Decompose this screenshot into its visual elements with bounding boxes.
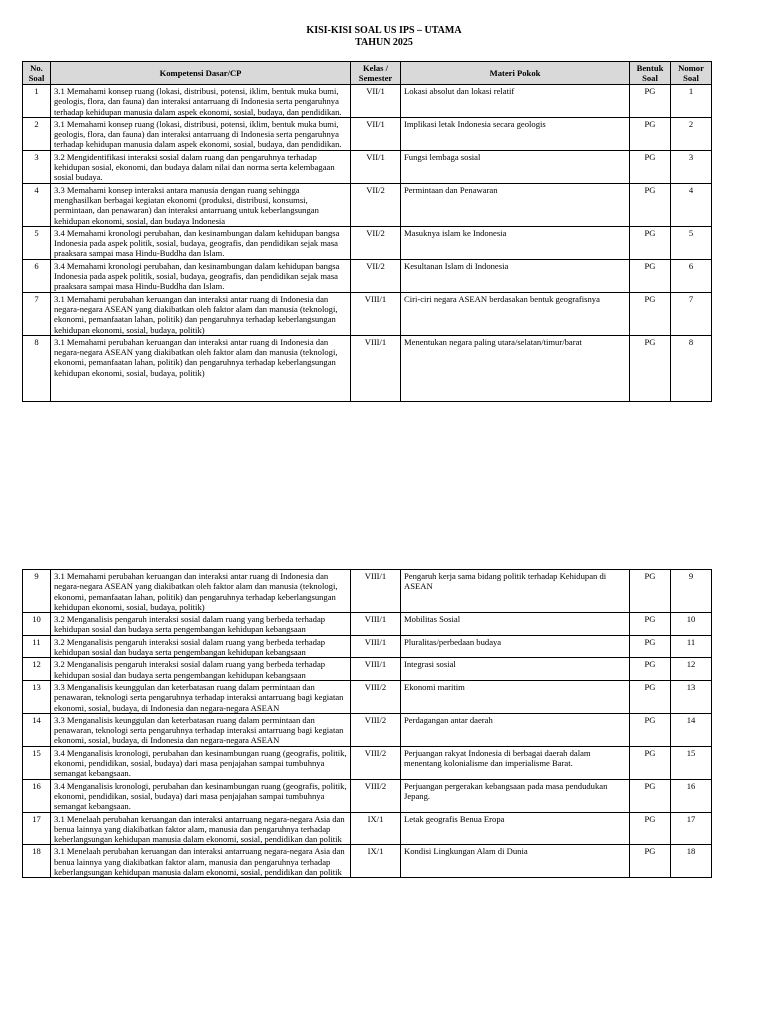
row-nomor-soal: 11 [671,635,712,658]
row-no-soal: 12 [23,658,51,681]
kisi-kisi-table-page-2 [22,569,712,878]
table-row [23,259,712,292]
row-no-soal: 4 [23,183,51,226]
row-no-soal: 3 [23,150,51,183]
row-no-soal: 14 [23,713,51,746]
row-nomor-soal: 12 [671,658,712,681]
table-row [23,292,712,335]
row-bentuk-soal: PG [630,226,671,259]
row-no-soal: 9 [23,570,51,613]
row-kompetensi-dasar: 3.2 Menganalisis pengaruh interaksi sosial dalam ruang yang berbeda terhadap kehidupan sosial dan budaya serta pengembangan kehidupan kebangsaan [51,613,351,636]
row-bentuk-soal: PG [630,292,671,335]
row-kompetensi-dasar: 3.1 Menelaah perubahan keruangan dan interaksi antarruang negara-negara Asia dan benua lainnya yang diakibatkan faktor alam, manusia dan pengaruhnya terhadap keberlangsungan kehidupan manusia dalam ekonomi, sosial, pendidikan dan politik [51,845,351,878]
row-no-soal: 11 [23,635,51,658]
row-bentuk-soal: PG [630,150,671,183]
header-materi-pokok: Materi Pokok [401,62,630,85]
row-no-soal: 7 [23,292,51,335]
row-materi-pokok: Ekonomi maritim [401,680,630,713]
row-bentuk-soal: PG [630,658,671,681]
row-bentuk-soal: PG [630,845,671,878]
row-materi-pokok: Perjuangan pergerakan kebangsaan pada masa pendudukan Jepang. [401,779,630,812]
row-kelas-semester: VII/2 [351,259,401,292]
row-no-soal: 13 [23,680,51,713]
table-row [23,117,712,150]
row-kelas-semester: VIII/1 [351,635,401,658]
row-materi-pokok: Fungsi lembaga sosial [401,150,630,183]
row-kelas-semester: VIII/1 [351,613,401,636]
row-bentuk-soal: PG [630,680,671,713]
row-kompetensi-dasar: 3.1 Menelaah perubahan keruangan dan interaksi antarruang negara-negara Asia dan benua lainnya yang diakibatkan faktor alam, manusia dan pengaruhnya terhadap keberlangsungan kehidupan manusia dalam ekonomi, sosial, pendidikan dan politik [51,812,351,845]
row-nomor-soal: 16 [671,779,712,812]
row-materi-pokok: Letak geografis Benua Eropa [401,812,630,845]
row-materi-pokok: Kondisi Lingkungan Alam di Dunia [401,845,630,878]
row-bentuk-soal: PG [630,259,671,292]
row-kompetensi-dasar: 3.2 Menganalisis pengaruh interaksi sosial dalam ruang yang berbeda terhadap kehidupan sosial dan budaya serta pengembangan kehidupan kebangsaan [51,658,351,681]
row-no-soal: 15 [23,746,51,779]
table-row [23,183,712,226]
row-bentuk-soal: PG [630,713,671,746]
row-bentuk-soal: PG [630,613,671,636]
row-kompetensi-dasar: 3.3 Memahami konsep interaksi antara manusia dengan ruang sehingga menghasilkan berbagai kegiatan ekonomi (produksi, distribusi, konsumsi, permintaan, dan penawaran) dan interaksi antarruang untuk keberlangsungan kehidupan ekonomi, sosial, dan budaya Indonesia [51,183,351,226]
row-bentuk-soal: PG [630,183,671,226]
row-materi-pokok: Ciri-ciri negara ASEAN berdasakan bentuk geografisnya [401,292,630,335]
row-kompetensi-dasar: 3.4 Memahami kronologi perubahan, dan kesinambungan dalam kehidupan bangsa Indonesia pada aspek politik, sosial, budaya, geografis, dan pendidikan sejak masa praaksara sampai masa Hindu-Buddha dan Islam. [51,259,351,292]
header-no-soal: No. Soal [23,62,51,85]
document-year: TAHUN 2025 [355,37,413,48]
row-no-soal: 5 [23,226,51,259]
table-row [23,845,712,878]
header-kompetensi-dasar: Kompetensi Dasar/CP [51,62,351,85]
row-materi-pokok: Implikasi letak Indonesia secara geologis [401,117,630,150]
row-materi-pokok: Mobilitas Sosial [401,613,630,636]
row-kelas-semester: IX/1 [351,812,401,845]
row-kompetensi-dasar: 3.1 Memahami perubahan keruangan dan interaksi antar ruang di Indonesia dan negara-negara ASEAN yang diakibatkan oleh faktor alam dan manusia (teknologi, ekonomi, pemanfaatan lahan, politik) dan pengaruhnya terhadap keberlangsungan kehidupan ekonomi, sosial, budaya, politik) [51,292,351,335]
row-materi-pokok: Permintaan dan Penawaran [401,183,630,226]
row-nomor-soal: 18 [671,845,712,878]
kisi-kisi-table-page-1 [22,61,712,402]
row-kelas-semester: VIII/1 [351,658,401,681]
row-kompetensi-dasar: 3.1 Memahami perubahan keruangan dan interaksi antar ruang di Indonesia dan negara-negara ASEAN yang diakibatkan oleh faktor alam dan manusia (teknologi, ekonomi, pemanfaatan lahan, politik) dan pengaruhnya terhadap keberlangsungan kehidupan ekonomi, sosial, budaya, politik) [51,335,351,401]
row-materi-pokok: Menentukan negara paling utara/selatan/timur/barat [401,335,630,401]
row-kompetensi-dasar: 3.2 Mengidentifikasi interaksi sosial dalam ruang dan pengaruhnya terhadap kehidupan sosial, ekonomi, dan budaya dalam nilai dan norma serta kelembagaan sosial budaya. [51,150,351,183]
row-bentuk-soal: PG [630,812,671,845]
row-kompetensi-dasar: 3.3 Menganalisis keunggulan dan keterbatasan ruang dalam permintaan dan penawaran, teknologi serta pengaruhnya terhadap interaksi antarruang bagi kegiatan ekonomi, sosial, budaya, di Indonesia dan negara-negara ASEAN [51,680,351,713]
table-row [23,713,712,746]
table-row [23,812,712,845]
table-row [23,85,712,118]
row-nomor-soal: 7 [671,292,712,335]
row-materi-pokok: Integrasi sosial [401,658,630,681]
row-kelas-semester: VII/1 [351,85,401,118]
row-kelas-semester: VIII/1 [351,570,401,613]
row-kelas-semester: VIII/1 [351,292,401,335]
table-row [23,746,712,779]
row-kelas-semester: VII/2 [351,183,401,226]
row-kompetensi-dasar: 3.4 Memahami kronologi perubahan, dan kesinambungan dalam kehidupan bangsa Indonesia pada aspek politik, sosial, budaya, geografis, dan pendidikan sejak masa praaksara sampai masa Hindu-Buddha dan Islam. [51,226,351,259]
row-no-soal: 1 [23,85,51,118]
row-bentuk-soal: PG [630,335,671,401]
row-nomor-soal: 2 [671,117,712,150]
row-no-soal: 2 [23,117,51,150]
row-nomor-soal: 3 [671,150,712,183]
row-nomor-soal: 6 [671,259,712,292]
row-nomor-soal: 15 [671,746,712,779]
row-nomor-soal: 1 [671,85,712,118]
header-nomor-soal: Nomor Soal [671,62,712,85]
row-kompetensi-dasar: 3.4 Menganalisis kronologi, perubahan dan kesinambungan ruang (geografis, politik, ekonomi, pendidikan, sosial, budaya) dari masa penjajahan sampai tumbuhnya semangat kebangsaan. [51,779,351,812]
table-row [23,779,712,812]
table-row [23,570,712,613]
table-row [23,635,712,658]
row-kelas-semester: VII/2 [351,226,401,259]
row-kompetensi-dasar: 3.3 Menganalisis keunggulan dan keterbatasan ruang dalam permintaan dan penawaran, teknologi serta pengaruhnya terhadap interaksi antarruang bagi kegiatan ekonomi, sosial, budaya, di Indonesia dan negara-negara ASEAN [51,713,351,746]
document-title: KISI-KISI SOAL US IPS – UTAMA [306,25,462,36]
row-materi-pokok: Perjuangan rakyat Indonesia di berbagai daerah dalam menentang kolonialisme dan imperialisme Barat. [401,746,630,779]
table-row [23,680,712,713]
row-kompetensi-dasar: 3.1 Memahami konsep ruang (lokasi, distribusi, potensi, iklim, bentuk muka bumi, geologis, flora, dan fauna) dan interaksi antarruang di Indonesia serta pengaruhnya terhadap kehidupan manusia dalam aspek ekonomi, sosial, budaya, dan pendidikan. [51,117,351,150]
row-bentuk-soal: PG [630,85,671,118]
row-no-soal: 10 [23,613,51,636]
row-materi-pokok: Pluralitas/perbedaan budaya [401,635,630,658]
row-nomor-soal: 13 [671,680,712,713]
document-header [0,25,768,49]
row-nomor-soal: 14 [671,713,712,746]
row-kelas-semester: VIII/1 [351,335,401,401]
row-materi-pokok: Perdagangan antar daerah [401,713,630,746]
row-kelas-semester: VII/1 [351,117,401,150]
row-nomor-soal: 5 [671,226,712,259]
row-bentuk-soal: PG [630,570,671,613]
row-no-soal: 8 [23,335,51,401]
row-kelas-semester: IX/1 [351,845,401,878]
row-bentuk-soal: PG [630,746,671,779]
row-no-soal: 17 [23,812,51,845]
row-kelas-semester: VIII/2 [351,680,401,713]
row-kompetensi-dasar: 3.1 Memahami perubahan keruangan dan interaksi antar ruang di Indonesia dan negara-negara ASEAN yang diakibatkan oleh faktor alam dan manusia (teknologi, ekonomi, pemanfaatan lahan, politik) dan pengaruhnya terhadap keberlangsungan kehidupan ekonomi, sosial, budaya, politik) [51,570,351,613]
row-kelas-semester: VIII/2 [351,746,401,779]
row-kelas-semester: VII/1 [351,150,401,183]
row-kompetensi-dasar: 3.4 Menganalisis kronologi, perubahan dan kesinambungan ruang (geografis, politik, ekonomi, pendidikan, sosial, budaya) dari masa penjajahan sampai tumbuhnya semangat kebangsaan. [51,746,351,779]
table-row [23,613,712,636]
row-materi-pokok: Lokasi absolut dan lokasi relatif [401,85,630,118]
table-row [23,335,712,401]
row-materi-pokok: Pengaruh kerja sama bidang politik terhadap Kehidupan di ASEAN [401,570,630,613]
row-nomor-soal: 10 [671,613,712,636]
row-no-soal: 18 [23,845,51,878]
table-row [23,658,712,681]
row-materi-pokok: Kesultanan Islam di Indonesia [401,259,630,292]
row-kelas-semester: VIII/2 [351,779,401,812]
table-row [23,150,712,183]
row-no-soal: 6 [23,259,51,292]
row-nomor-soal: 9 [671,570,712,613]
row-kelas-semester: VIII/2 [351,713,401,746]
row-nomor-soal: 17 [671,812,712,845]
row-bentuk-soal: PG [630,117,671,150]
row-bentuk-soal: PG [630,635,671,658]
row-kompetensi-dasar: 3.1 Memahami konsep ruang (lokasi, distribusi, potensi, iklim, bentuk muka bumi, geologis, flora, dan fauna) dan interaksi antarruang di Indonesia serta pengaruhnya terhadap kehidupan manusia dalam aspek ekonomi, sosial, budaya, dan pendidikan. [51,85,351,118]
row-nomor-soal: 8 [671,335,712,401]
table-header-row [23,62,712,85]
row-kompetensi-dasar: 3.2 Menganalisis pengaruh interaksi sosial dalam ruang yang berbeda terhadap kehidupan sosial dan budaya serta pengembangan kehidupan kebangsaan [51,635,351,658]
header-bentuk-soal: Bentuk Soal [630,62,671,85]
table-row [23,226,712,259]
row-nomor-soal: 4 [671,183,712,226]
header-kelas-semester: Kelas / Semester [351,62,401,85]
row-bentuk-soal: PG [630,779,671,812]
row-no-soal: 16 [23,779,51,812]
row-materi-pokok: Masuknya islam ke Indonesia [401,226,630,259]
